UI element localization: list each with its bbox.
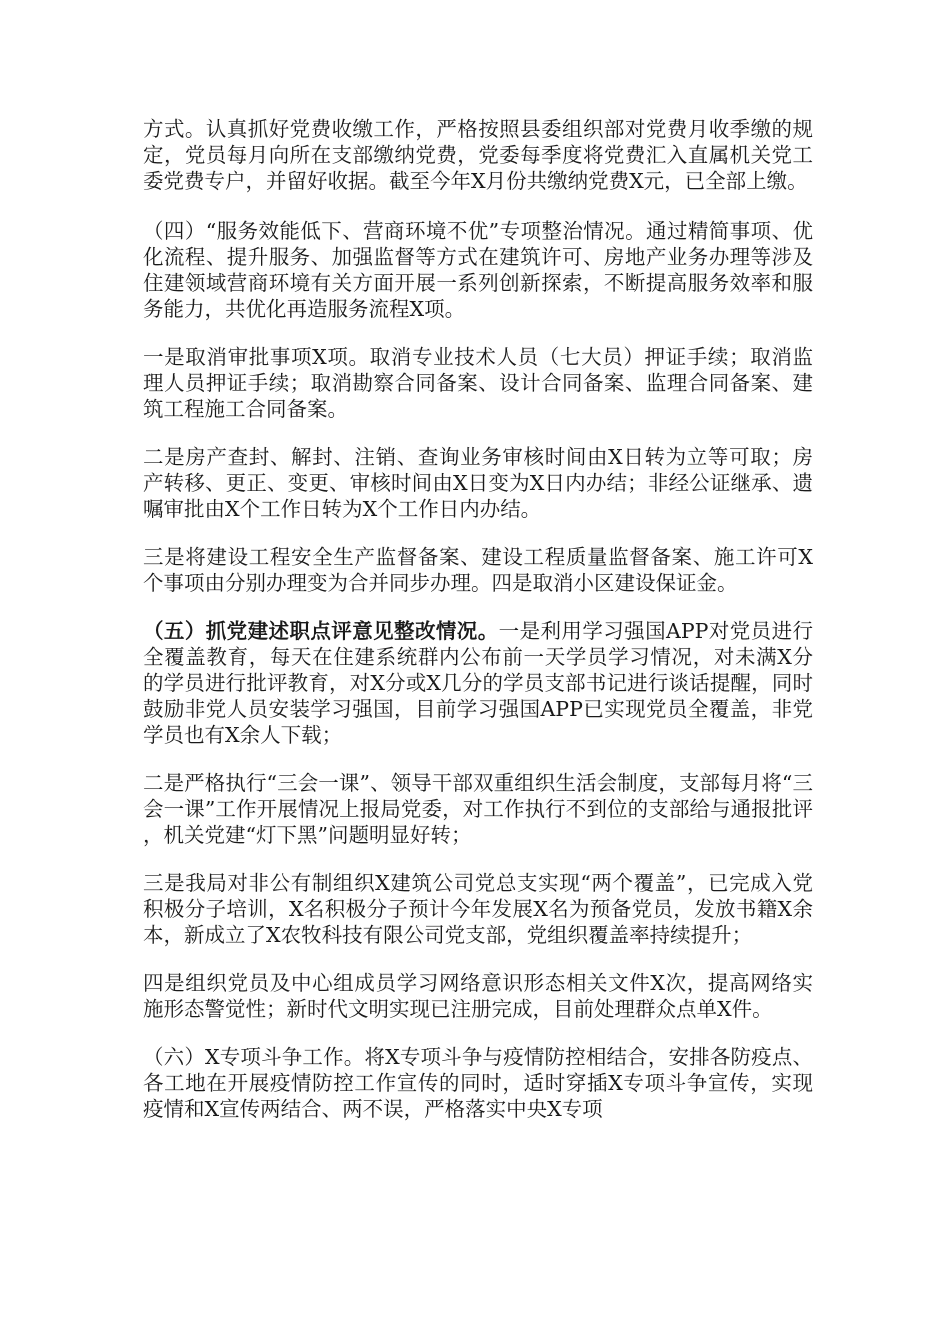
paragraph-party-building bbox=[143, 618, 813, 748]
paragraph-network-ideology: 四是组织党员及中心组成员学习网络意识形态相关文件X次，提高网络实施形态警觉性；新时代文明实现已注册完成，目前处理群众点单X件。 bbox=[143, 971, 813, 1021]
paragraph-service-efficiency: （四）“服务效能低下、营商环境不优”专项整治情况。通过精简事项、优化流程、提升服务、加强监督等方式在建筑许可、房地产业务办理等涉及住建领域营商环境有关方面开展一系列创新探索，不断提高服务效率和服务能力，共优化再造服务流程X项。 bbox=[143, 219, 813, 321]
paragraph-special-struggle: （六）X专项斗争工作。将X专项斗争与疫情防控相结合，安排各防疫点、各工地在开展疫情防控工作宣传的同时，适时穿插X专项斗争宣传，实现疫情和X宣传两结合、两不误，严格落实中央X专项 bbox=[143, 1045, 813, 1121]
paragraph-construction-filing: 三是将建设工程安全生产监督备案、建设工程质量监督备案、施工许可X个事项由分别办理变为合并同步办理。四是取消小区建设保证金。 bbox=[143, 545, 813, 595]
paragraph-property-review: 二是房产查封、解封、注销、查询业务审核时间由X日转为立等可取；房产转移、更正、变更、审核时间由X日变为X日内办结；非经公证继承、遗嘱审批由X个工作日转为X个工作日内办结。 bbox=[143, 445, 813, 521]
section-heading-five: （五）抓党建述职点评意见整改情况。 bbox=[143, 619, 499, 643]
paragraph-cancel-approval: 一是取消审批事项X项。取消专业技术人员（七大员）押证手续；取消监理人员押证手续；取消勘察合同备案、设计合同备案、监理合同备案、建筑工程施工合同备案。 bbox=[143, 345, 813, 421]
paragraph-party-fee: 方式。认真抓好党费收缴工作，严格按照县委组织部对党费月收季缴的规定，党员每月向所在支部缴纳党费，党委每季度将党费汇入直属机关党工委党费专户，并留好收据。截至今年X月份共缴纳党费X元，已全部上缴。 bbox=[143, 117, 813, 193]
document-body bbox=[143, 116, 813, 1142]
paragraph-party-building-body: 一是利用学习强国APP对党员进行全覆盖教育，每天在住建系统群内公布前一天学员学习情况，对未满X分的学员进行批评教育，对X分或X几分的学员支部书记进行谈话提醒，同时鼓励非党人员安装学习强国，目前学习强国APP已实现党员全覆盖，非党学员也有X余人下载； bbox=[143, 619, 814, 747]
paragraph-two-coverage: 三是我局对非公有制组织X建筑公司党总支实现“两个覆盖”，已完成入党积极分子培训，X名积极分子预计今年发展X名为预备党员，发放书籍X余本，新成立了X农牧科技有限公司党支部，党组织覆盖率持续提升； bbox=[143, 871, 813, 947]
paragraph-three-meetings: 二是严格执行“三会一课”、领导干部双重组织生活会制度，支部每月将“三会一课”工作开展情况上报局党委，对工作执行不到位的支部给与通报批评，机关党建“灯下黑”问题明显好转； bbox=[143, 771, 813, 847]
